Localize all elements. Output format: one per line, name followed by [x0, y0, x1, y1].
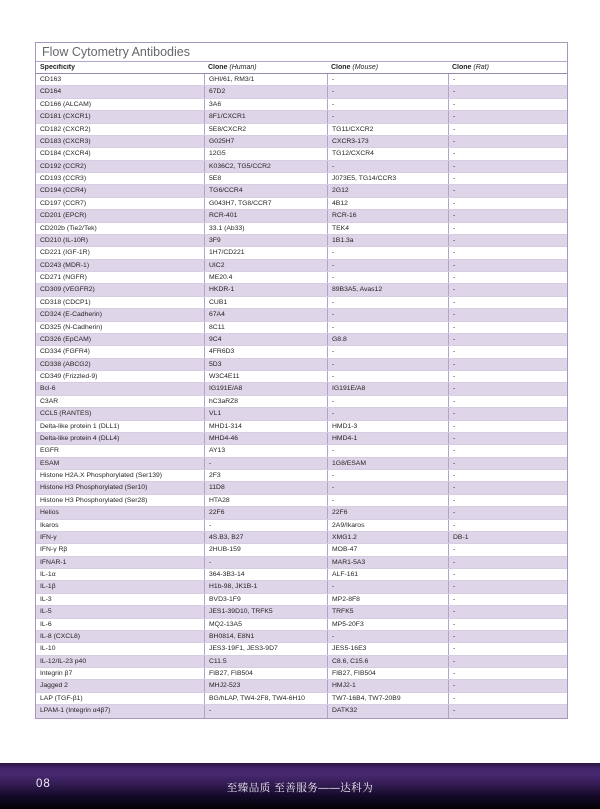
- clone-cell: -: [448, 705, 567, 717]
- clone-cell: MHD4-46: [204, 433, 327, 444]
- specificity-cell: CD181 (CXCR1): [40, 113, 91, 121]
- specificity-cell: CD202b (Tie2/Tek): [40, 224, 97, 232]
- table-row: [36, 346, 567, 358]
- specificity-cell: IL-1α: [40, 571, 56, 578]
- clone-cell: HMJ2-1: [327, 680, 448, 691]
- clone-cell: hC3aRZ8: [204, 396, 327, 407]
- table-row: [36, 99, 567, 111]
- clone-cell: C11.5: [204, 656, 327, 667]
- clone-cell: ME20.4: [204, 272, 327, 283]
- specificity-cell: LAP (TGF-β1): [40, 694, 83, 702]
- table-row: [36, 284, 567, 296]
- clone-cell: -: [448, 421, 567, 432]
- clone-cell: -: [448, 383, 567, 394]
- clone-cell: -: [448, 544, 567, 555]
- table-row: [36, 309, 567, 321]
- clone-cell: -: [448, 631, 567, 642]
- table-row: [36, 594, 567, 606]
- clone-cell: 8C11: [204, 322, 327, 333]
- clone-cell: -: [204, 458, 327, 469]
- clone-cell: -: [327, 74, 448, 85]
- specificity-cell: IL-12/IL-23 p40: [40, 657, 87, 665]
- clone-cell: -: [448, 223, 567, 234]
- clone-cell: -: [327, 161, 448, 172]
- clone-cell: 2HUB-159: [204, 544, 327, 555]
- clone-cell: IG191E/A8: [327, 383, 448, 394]
- clone-cell: -: [448, 235, 567, 246]
- specificity-cell: IL-10: [40, 645, 56, 653]
- specificity-cell: CD163: [40, 76, 62, 83]
- clone-cell: -: [448, 322, 567, 333]
- clone-cell: -: [327, 371, 448, 382]
- clone-cell: -: [327, 470, 448, 481]
- clone-cell: -: [327, 297, 448, 308]
- clone-cell: -: [327, 86, 448, 97]
- clone-cell: 4FR6D3: [204, 346, 327, 357]
- specificity-cell: LPAM-1 (Integrin α4β7): [40, 707, 111, 715]
- table-title: Flow Cytometry Antibodies: [36, 43, 567, 62]
- clone-cell: 1B1.3a: [327, 235, 448, 246]
- clone-cell: ALF-161: [327, 569, 448, 580]
- clone-cell: VL1: [204, 408, 327, 419]
- specificity-cell: IL-6: [40, 620, 52, 628]
- clone-cell: 3F9: [204, 235, 327, 246]
- clone-cell: DATK32: [327, 705, 448, 717]
- specificity-cell: CD193 (CCR3): [40, 175, 87, 182]
- table-row: [36, 74, 567, 86]
- clone-cell: -: [448, 210, 567, 221]
- specificity-cell: Histone H3 Phosphorylated (Ser10): [40, 484, 148, 492]
- clone-cell: K036C2, TG5/CCR2: [204, 161, 327, 172]
- specificity-cell: CD338 (ABCG2): [40, 360, 91, 368]
- specificity-cell: Delta-like protein 4 (DLL4): [40, 434, 120, 442]
- specificity-cell: ESAM: [40, 459, 60, 467]
- clone-cell: RCR-401: [204, 210, 327, 221]
- table-row: [36, 136, 567, 148]
- clone-cell: 22F6: [327, 507, 448, 518]
- clone-cell: G025H7: [204, 136, 327, 147]
- clone-cell: -: [327, 346, 448, 357]
- clone-cell: -: [448, 346, 567, 357]
- clone-cell: -: [327, 396, 448, 407]
- clone-cell: HMD1-3: [327, 421, 448, 432]
- specificity-cell: IL-1β: [40, 583, 56, 591]
- table-row: [36, 445, 567, 457]
- clone-cell: -: [448, 161, 567, 172]
- table-row: [36, 482, 567, 494]
- specificity-cell: CD183 (CXCR3): [40, 137, 91, 145]
- clone-cell: -: [448, 606, 567, 617]
- clone-cell: -: [327, 482, 448, 493]
- clone-cell: MP2-8F8: [327, 594, 448, 605]
- clone-cell: -: [448, 668, 567, 679]
- clone-cell: -: [448, 371, 567, 382]
- clone-cell: -: [448, 581, 567, 592]
- specificity-cell: Ikaros: [40, 521, 59, 529]
- specificity-cell: CD325 (N-Cadherin): [40, 323, 103, 331]
- table-row: [36, 643, 567, 655]
- clone-cell: G8.8: [327, 334, 448, 345]
- footer-bar: [0, 763, 600, 809]
- specificity-cell: IFN-γ Rβ: [40, 546, 68, 554]
- table-row: [36, 86, 567, 98]
- specificity-cell: IFN-γ: [40, 533, 57, 541]
- table-row: [36, 532, 567, 544]
- clone-cell: -: [448, 124, 567, 135]
- footer-slogan: 至臻品质 至善服务——达科为: [226, 782, 374, 794]
- table-row: [36, 569, 567, 581]
- specificity-cell: Bcl-6: [40, 385, 56, 393]
- clone-cell: -: [448, 148, 567, 159]
- clone-cell: TRFK5: [327, 606, 448, 617]
- specificity-cell: CD164: [40, 88, 62, 96]
- table-row: [36, 470, 567, 482]
- clone-cell: HMD4-1: [327, 433, 448, 444]
- clone-cell: -: [448, 470, 567, 481]
- clone-cell: -: [204, 557, 327, 568]
- table-row: [36, 581, 567, 593]
- clone-cell: -: [448, 445, 567, 456]
- specificity-cell: CCL5 (RANTES): [40, 410, 92, 418]
- clone-cell: MAR1-5A3: [327, 557, 448, 568]
- table-row: [36, 148, 567, 160]
- clone-cell: -: [448, 643, 567, 654]
- table-row: [36, 408, 567, 420]
- specificity-cell: CD192 (CCR2): [40, 162, 87, 170]
- clone-cell: MHJ2-523: [204, 680, 327, 691]
- clone-cell: 4B12: [327, 198, 448, 209]
- clone-cell: 2G12: [327, 185, 448, 196]
- clone-cell: -: [327, 99, 448, 110]
- clone-cell: -: [448, 495, 567, 506]
- table-row: [36, 198, 567, 210]
- specificity-cell: Histone H3 Phosphorylated (Ser28): [40, 496, 148, 504]
- table-row: [36, 396, 567, 408]
- clone-cell: -: [448, 334, 567, 345]
- clone-cell: BVD3-1F9: [204, 594, 327, 605]
- clone-cell: FIB27, FIB504: [204, 668, 327, 679]
- clone-cell: TG11/CXCR2: [327, 124, 448, 135]
- clone-cell: 12G5: [204, 148, 327, 159]
- clone-cell: -: [327, 359, 448, 370]
- table-row: [36, 334, 567, 346]
- clone-cell: -: [448, 198, 567, 209]
- clone-cell: -: [448, 408, 567, 419]
- clone-cell: AY13: [204, 445, 327, 456]
- specificity-cell: Integrin β7: [40, 670, 73, 677]
- clone-cell: -: [448, 693, 567, 704]
- clone-cell: -: [327, 260, 448, 271]
- clone-cell: H1b-98, JK1B-1: [204, 581, 327, 592]
- clone-cell: -: [327, 272, 448, 283]
- clone-cell: -: [448, 99, 567, 110]
- clone-cell: 9C4: [204, 334, 327, 345]
- clone-cell: -: [448, 272, 567, 283]
- table-row: [36, 210, 567, 222]
- table-row: [36, 383, 567, 395]
- table-row: [36, 371, 567, 383]
- clone-cell: TW7-16B4, TW7-20B9: [327, 693, 448, 704]
- clone-cell: 8F1/CXCR1: [204, 111, 327, 122]
- clone-cell: CXCR3-173: [327, 136, 448, 147]
- table-row: [36, 606, 567, 618]
- clone-cell: 4S.B3, B27: [204, 532, 327, 543]
- specificity-cell: CD182 (CXCR2): [40, 125, 91, 133]
- specificity-cell: CD324 (E-Cadherin): [40, 311, 102, 319]
- clone-cell: -: [327, 309, 448, 320]
- clone-cell: BG/hLAP, TW4-2F8, TW4-6H10: [204, 693, 327, 704]
- clone-cell: 1H7/CD221: [204, 247, 327, 258]
- clone-cell: C8.6, C15.6: [327, 656, 448, 667]
- clone-cell: -: [448, 569, 567, 580]
- clone-cell: CUB1: [204, 297, 327, 308]
- table-row: [36, 557, 567, 569]
- clone-cell: MQ2-13A5: [204, 619, 327, 630]
- clone-cell: 3A6: [204, 99, 327, 110]
- clone-cell: -: [448, 594, 567, 605]
- clone-cell: -: [448, 284, 567, 295]
- clone-cell: 67A4: [204, 309, 327, 320]
- table-row: [36, 458, 567, 470]
- table-row: [36, 111, 567, 123]
- specificity-cell: IL-5: [40, 608, 52, 616]
- specificity-cell: Jagged 2: [40, 682, 68, 690]
- clone-cell: -: [448, 247, 567, 258]
- clone-cell: -: [327, 581, 448, 592]
- clone-cell: 5D3: [204, 359, 327, 370]
- table-row: [36, 359, 567, 371]
- clone-cell: GHI/61, RM3/1: [204, 74, 327, 85]
- table-row: [36, 223, 567, 235]
- clone-cell: J073E5, TG14/CCR3: [327, 173, 448, 184]
- table-row: [36, 656, 567, 668]
- specificity-cell: Histone H2A.X Phosphorylated (Ser139): [40, 472, 163, 479]
- specificity-cell: CD221 (IGF-1R): [40, 249, 90, 257]
- clone-cell: -: [448, 482, 567, 493]
- clone-cell: RCR-16: [327, 210, 448, 221]
- clone-cell: -: [204, 520, 327, 531]
- clone-cell: XMG1.2: [327, 532, 448, 543]
- clone-cell: -: [448, 136, 567, 147]
- column-header: Clone (Rat): [452, 64, 489, 71]
- table-row: [36, 668, 567, 680]
- clone-cell: -: [448, 458, 567, 469]
- column-header: Clone (Mouse): [331, 64, 379, 71]
- specificity-cell: IL-8 (CXCL8): [40, 632, 81, 640]
- table-row: [36, 631, 567, 643]
- clone-cell: -: [448, 185, 567, 196]
- specificity-cell: Helios: [40, 509, 59, 517]
- clone-cell: -: [448, 656, 567, 667]
- clone-cell: HTA28: [204, 495, 327, 506]
- specificity-cell: CD184 (CXCR4): [40, 150, 91, 158]
- clone-cell: 89B3A5, Avas12: [327, 284, 448, 295]
- specificity-cell: CD349 (Frizzled-9): [40, 373, 98, 380]
- clone-cell: G043H7, TG8/CCR7: [204, 198, 327, 209]
- clone-cell: W3C4E11: [204, 371, 327, 382]
- clone-cell: IG191E/A8: [204, 383, 327, 394]
- table-row: [36, 322, 567, 334]
- clone-cell: 11D8: [204, 482, 327, 493]
- table-row: [36, 185, 567, 197]
- clone-cell: -: [448, 173, 567, 184]
- table-row: [36, 124, 567, 136]
- table-row: [36, 693, 567, 705]
- clone-cell: -: [448, 297, 567, 308]
- table-row: [36, 495, 567, 507]
- table-row: [36, 260, 567, 272]
- clone-cell: -: [448, 359, 567, 370]
- clone-cell: BH0814, E8N1: [204, 631, 327, 642]
- specificity-cell: CD318 (CDCP1): [40, 298, 91, 306]
- specificity-cell: EGFR: [40, 447, 59, 455]
- clone-cell: TG12/CXCR4: [327, 148, 448, 159]
- clone-cell: -: [448, 86, 567, 97]
- clone-cell: 2A9/Ikaros: [327, 520, 448, 531]
- clone-cell: FIB27, FIB504: [327, 668, 448, 679]
- page-number: 08: [36, 778, 51, 790]
- specificity-cell: CD210 (IL-10R): [40, 236, 88, 244]
- clone-cell: HKDR-1: [204, 284, 327, 295]
- table-row: [36, 421, 567, 433]
- clone-cell: MOB-47: [327, 544, 448, 555]
- clone-cell: -: [448, 619, 567, 630]
- specificity-cell: CD197 (CCR7): [40, 199, 87, 207]
- specificity-cell: CD309 (VEGFR2): [40, 286, 95, 294]
- column-header: Specificity: [40, 64, 76, 71]
- clone-cell: -: [448, 520, 567, 531]
- table-row: [36, 272, 567, 284]
- clone-cell: -: [327, 495, 448, 506]
- clone-cell: UIC2: [204, 260, 327, 271]
- clone-cell: MP5-20F3: [327, 619, 448, 630]
- specificity-cell: IFNAR-1: [40, 558, 67, 566]
- clone-cell: -: [448, 557, 567, 568]
- table-row: [36, 247, 567, 259]
- clone-cell: -: [448, 507, 567, 518]
- clone-cell: -: [327, 445, 448, 456]
- specificity-cell: Delta-like protein 1 (DLL1): [40, 422, 120, 430]
- table-row: [36, 173, 567, 185]
- specificity-cell: CD201 (EPCR): [40, 212, 87, 220]
- clone-cell: 33.1 (Ab33): [204, 223, 327, 234]
- specificity-cell: CD166 (ALCAM): [40, 100, 91, 108]
- table-row: [36, 161, 567, 173]
- specificity-cell: CD326 (EpCAM): [40, 335, 91, 343]
- clone-cell: 5E8/CXCR2: [204, 124, 327, 135]
- specificity-cell: CD334 (FGFR4): [40, 348, 90, 356]
- table-row: [36, 433, 567, 445]
- clone-cell: 5E8: [204, 173, 327, 184]
- table-row: [36, 520, 567, 532]
- table-body: [36, 74, 567, 718]
- clone-cell: -: [448, 111, 567, 122]
- clone-cell: TG6/CCR4: [204, 185, 327, 196]
- table-row: [36, 507, 567, 519]
- specificity-cell: CD194 (CCR4): [40, 187, 87, 195]
- table-row: [36, 544, 567, 556]
- clone-cell: -: [327, 322, 448, 333]
- table-row: [36, 705, 567, 717]
- specificity-cell: CD271 (NGFR): [40, 274, 87, 281]
- clone-cell: JES5-16E3: [327, 643, 448, 654]
- specificity-cell: CD243 (MDR-1): [40, 261, 90, 269]
- table-row: [36, 297, 567, 309]
- table-row: [36, 235, 567, 247]
- clone-cell: -: [327, 247, 448, 258]
- clone-cell: 364-3B3-14: [204, 569, 327, 580]
- clone-cell: 2F3: [204, 470, 327, 481]
- clone-cell: -: [448, 680, 567, 691]
- clone-cell: -: [448, 260, 567, 271]
- specificity-cell: IL-3: [40, 595, 52, 603]
- clone-cell: 22F6: [204, 507, 327, 518]
- clone-cell: 67D2: [204, 86, 327, 97]
- clone-cell: JES1-39D10, TRFK5: [204, 606, 327, 617]
- clone-cell: TEK4: [327, 223, 448, 234]
- clone-cell: -: [204, 705, 327, 717]
- clone-cell: -: [327, 408, 448, 419]
- clone-cell: -: [448, 396, 567, 407]
- table-row: [36, 680, 567, 692]
- clone-cell: 1G8/ESAM: [327, 458, 448, 469]
- antibody-table: [35, 42, 568, 719]
- clone-cell: JES3-19F1, JES3-9D7: [204, 643, 327, 654]
- clone-cell: -: [448, 74, 567, 85]
- clone-cell: MHD1-314: [204, 421, 327, 432]
- clone-cell: -: [448, 433, 567, 444]
- table-header-row: [36, 62, 567, 74]
- specificity-cell: C3AR: [40, 397, 59, 405]
- table-row: [36, 619, 567, 631]
- clone-cell: DB-1: [448, 532, 567, 543]
- clone-cell: -: [448, 309, 567, 320]
- clone-cell: -: [327, 631, 448, 642]
- column-header: Clone (Human): [208, 64, 257, 71]
- clone-cell: -: [327, 111, 448, 122]
